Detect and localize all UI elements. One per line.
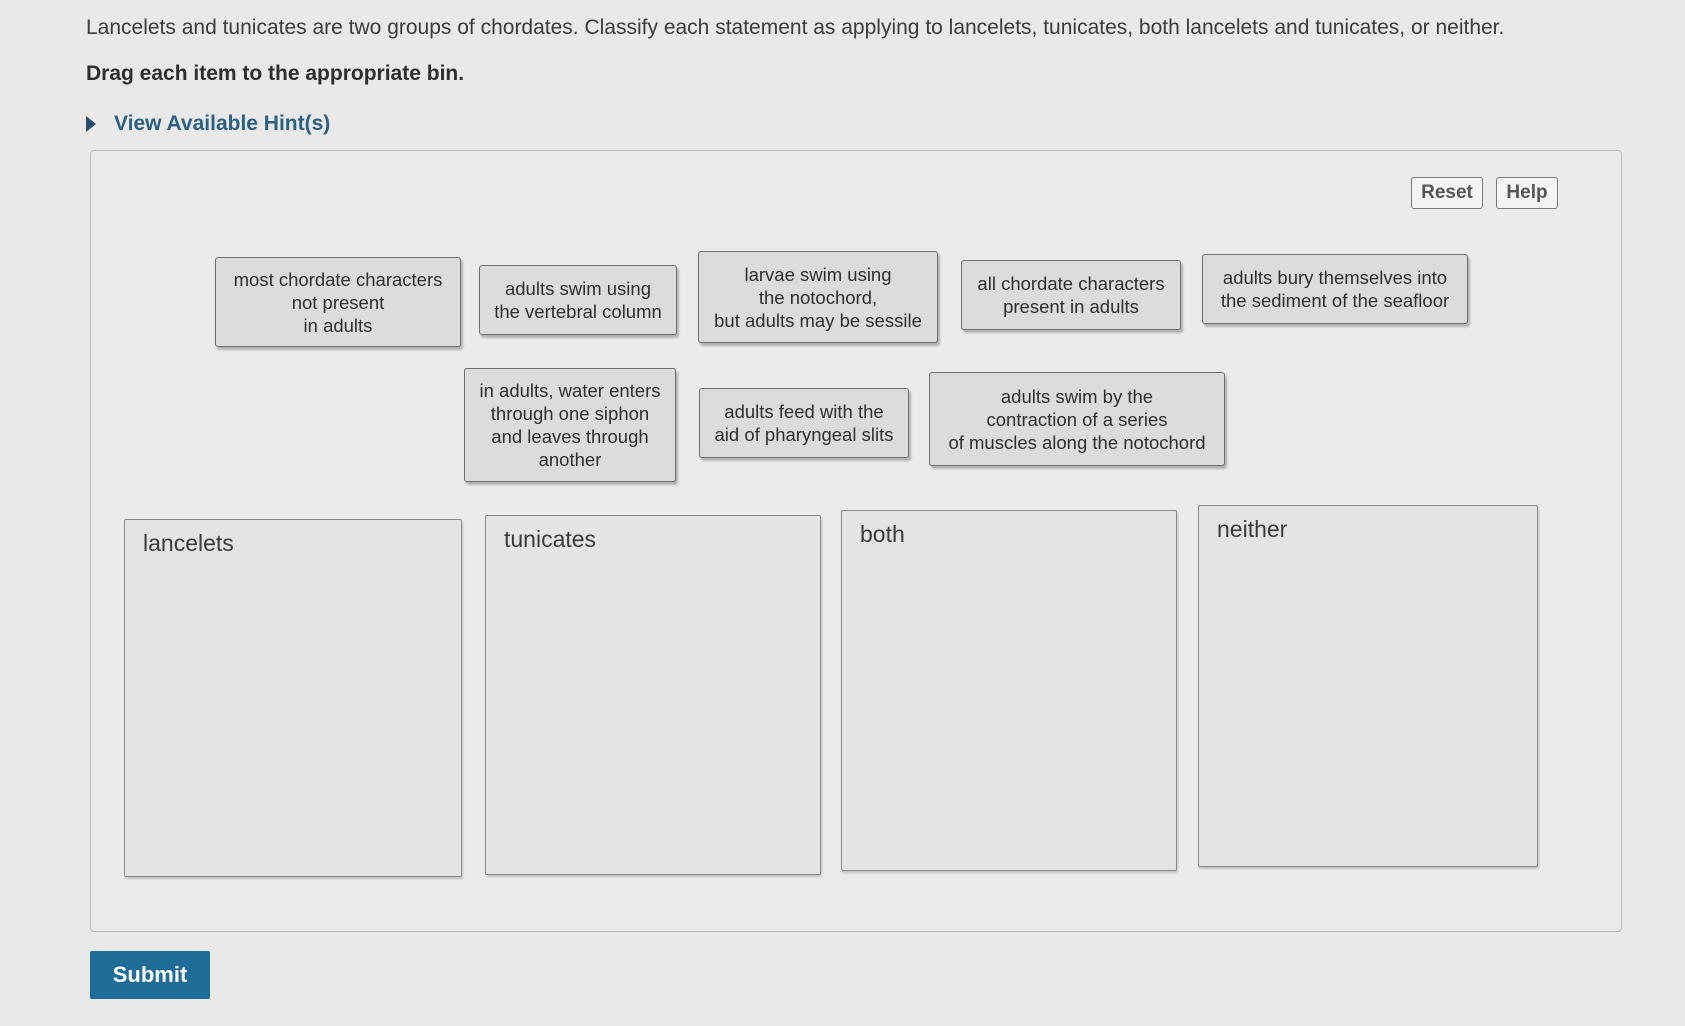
help-button[interactable]: Help — [1496, 177, 1558, 209]
bin-label: tunicates — [504, 526, 597, 552]
bin-both[interactable] — [841, 510, 1177, 871]
bin-label: neither — [1217, 516, 1288, 542]
caret-right-icon — [86, 116, 96, 132]
bin-lancelets[interactable] — [124, 519, 462, 877]
bin-tunicates[interactable] — [485, 515, 821, 875]
bin-neither[interactable] — [1198, 505, 1538, 867]
view-hints-toggle[interactable] — [86, 112, 330, 136]
drag-drop-workspace — [90, 150, 1622, 932]
drag-instruction: Drag each item to the appropriate bin. — [86, 62, 465, 85]
draggable-item[interactable]: adults feed with the aid of pharyngeal slits — [699, 388, 909, 458]
bin-label: both — [860, 521, 905, 547]
draggable-item[interactable]: in adults, water enters through one siphon and leaves through another — [464, 368, 676, 482]
bin-label: lancelets — [143, 530, 234, 556]
draggable-item[interactable]: adults swim by the contraction of a series of muscles along the notochord — [929, 372, 1225, 466]
draggable-item[interactable]: larvae swim using the notochord, but adults may be sessile — [698, 251, 938, 343]
draggable-item[interactable]: all chordate characters present in adults — [961, 260, 1181, 330]
draggable-item[interactable]: adults bury themselves into the sediment of the seafloor — [1202, 254, 1468, 324]
submit-button[interactable]: Submit — [90, 951, 210, 999]
draggable-item[interactable]: most chordate characters not present in adults — [215, 257, 461, 347]
view-hints-label: View Available Hint(s) — [114, 112, 331, 135]
reset-button[interactable]: Reset — [1411, 177, 1483, 209]
instructions-text: Lancelets and tunicates are two groups of chordates. Classify each statement as applying to lancelets, tunicates, both lancelets and tunicates, or neither. — [86, 16, 1505, 39]
draggable-item[interactable]: adults swim using the vertebral column — [479, 265, 677, 335]
